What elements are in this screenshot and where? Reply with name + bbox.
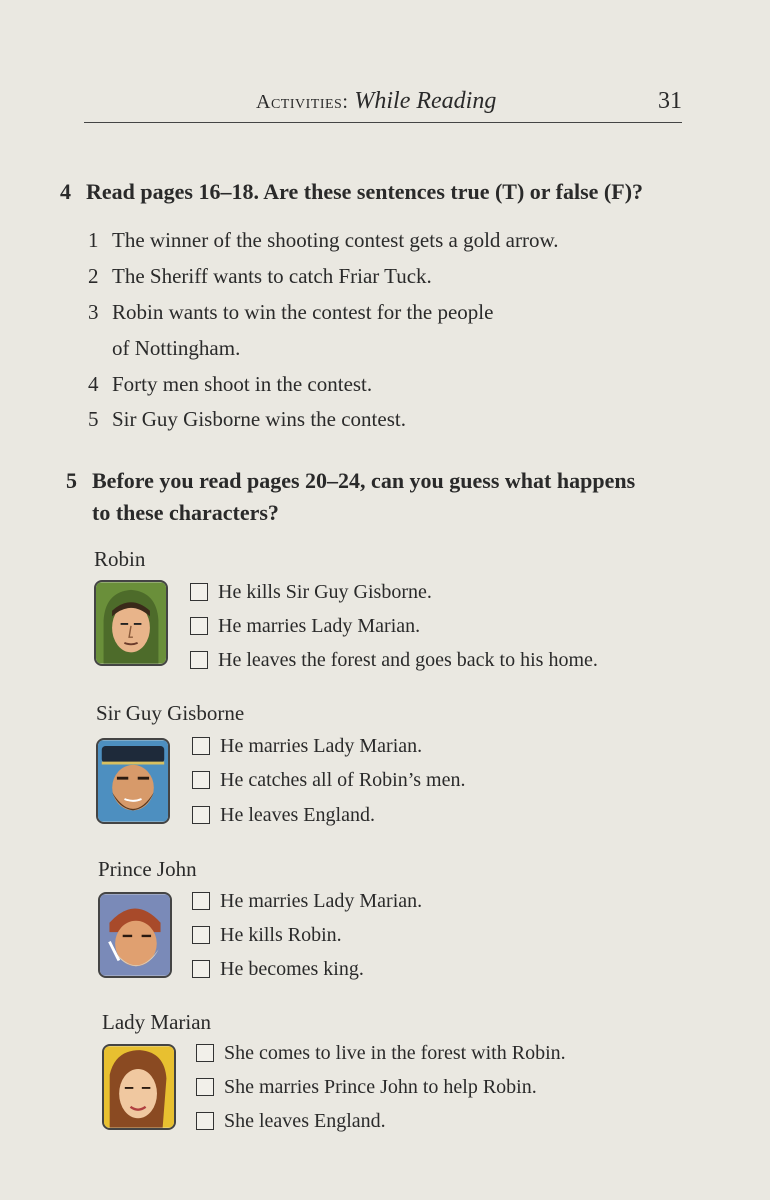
statement-2 [88,258,432,294]
statement-3 [88,294,493,330]
option-marian-1 [196,1036,566,1070]
question-5-text-line1: Before you read pages 20–24, can you guess what happens [92,468,636,493]
option-guy-1 [192,729,422,763]
option-text: He kills Robin. [220,924,342,946]
option-robin-2 [190,609,420,643]
option-text: He becomes king. [220,958,364,980]
option-text: She leaves England. [224,1110,386,1132]
option-robin-1 [190,575,432,609]
checkbox-icon[interactable] [190,583,208,601]
statement-text: Forty men shoot in the contest. [112,372,373,396]
question-5-number: 5 [66,468,77,493]
statement-text: Sir Guy Gisborne wins the contest. [112,407,406,431]
statement-text: The Sheriff wants to catch Friar Tuck. [112,264,432,288]
checkbox-icon[interactable] [196,1112,214,1130]
option-text: He catches all of Robin’s men. [220,769,466,791]
statement-number: 3 [88,300,99,324]
question-4-text: Read pages 16–18. Are these sentences true (T) or false (F)? [86,179,644,204]
option-text: He leaves the forest and goes back to his home. [218,649,598,671]
option-marian-3 [196,1104,386,1138]
character-name-lady-marian: Lady Marian [102,1010,212,1034]
checkbox-icon[interactable] [196,1078,214,1096]
lady-marian-portrait-icon [102,1044,176,1130]
question-5-title [66,465,635,497]
statement-text: The winner of the shooting contest gets a gold arrow. [112,228,559,252]
statement-number: 2 [88,264,99,288]
guy-gisborne-portrait-icon [96,738,170,824]
question-4-number: 4 [60,179,71,204]
option-john-2 [192,918,342,952]
option-robin-3 [190,643,598,677]
robin-portrait-icon [94,580,168,666]
checkbox-icon[interactable] [196,1044,214,1062]
statement-number: 5 [88,407,99,431]
section-label: Activities: [256,91,349,113]
option-text: She comes to live in the forest with Robin. [224,1042,566,1064]
option-text: He leaves England. [220,804,375,826]
character-name-guy-gisborne: Sir Guy Gisborne [96,701,245,725]
option-text: She marries Prince John to help Robin. [224,1076,537,1098]
question-5-text-line2: to these characters? [92,500,279,525]
option-text: He kills Sir Guy Gisborne. [218,581,432,603]
checkbox-icon[interactable] [192,926,210,944]
option-text: He marries Lady Marian. [220,890,423,912]
option-text: He marries Lady Marian. [218,615,421,637]
section-title: While Reading [354,88,497,114]
checkbox-icon[interactable] [192,960,210,978]
statement-4 [88,366,372,402]
checkbox-icon[interactable] [192,892,210,910]
character-name-prince-john: Prince John [98,857,197,881]
character-name-robin: Robin [94,547,146,571]
prince-john-portrait-icon [98,892,172,978]
page-number: 31 [658,88,682,114]
option-guy-3 [192,798,375,832]
running-head [256,88,496,115]
statement-number: 1 [88,228,99,252]
statement-3-continued: of Nottingham. [112,336,241,360]
option-john-1 [192,884,422,918]
option-guy-2 [192,763,466,797]
statement-1 [88,222,559,258]
option-john-3 [192,952,364,986]
statement-text: Robin wants to win the contest for the people [112,300,494,324]
checkbox-icon[interactable] [192,771,210,789]
option-text: He marries Lady Marian. [220,735,423,757]
option-marian-2 [196,1070,537,1104]
running-header [84,84,682,123]
question-4-title [60,176,643,208]
checkbox-icon[interactable] [192,806,210,824]
checkbox-icon[interactable] [192,737,210,755]
checkbox-icon[interactable] [190,617,208,635]
statement-5 [88,401,406,437]
checkbox-icon[interactable] [190,651,208,669]
statement-number: 4 [88,372,99,396]
